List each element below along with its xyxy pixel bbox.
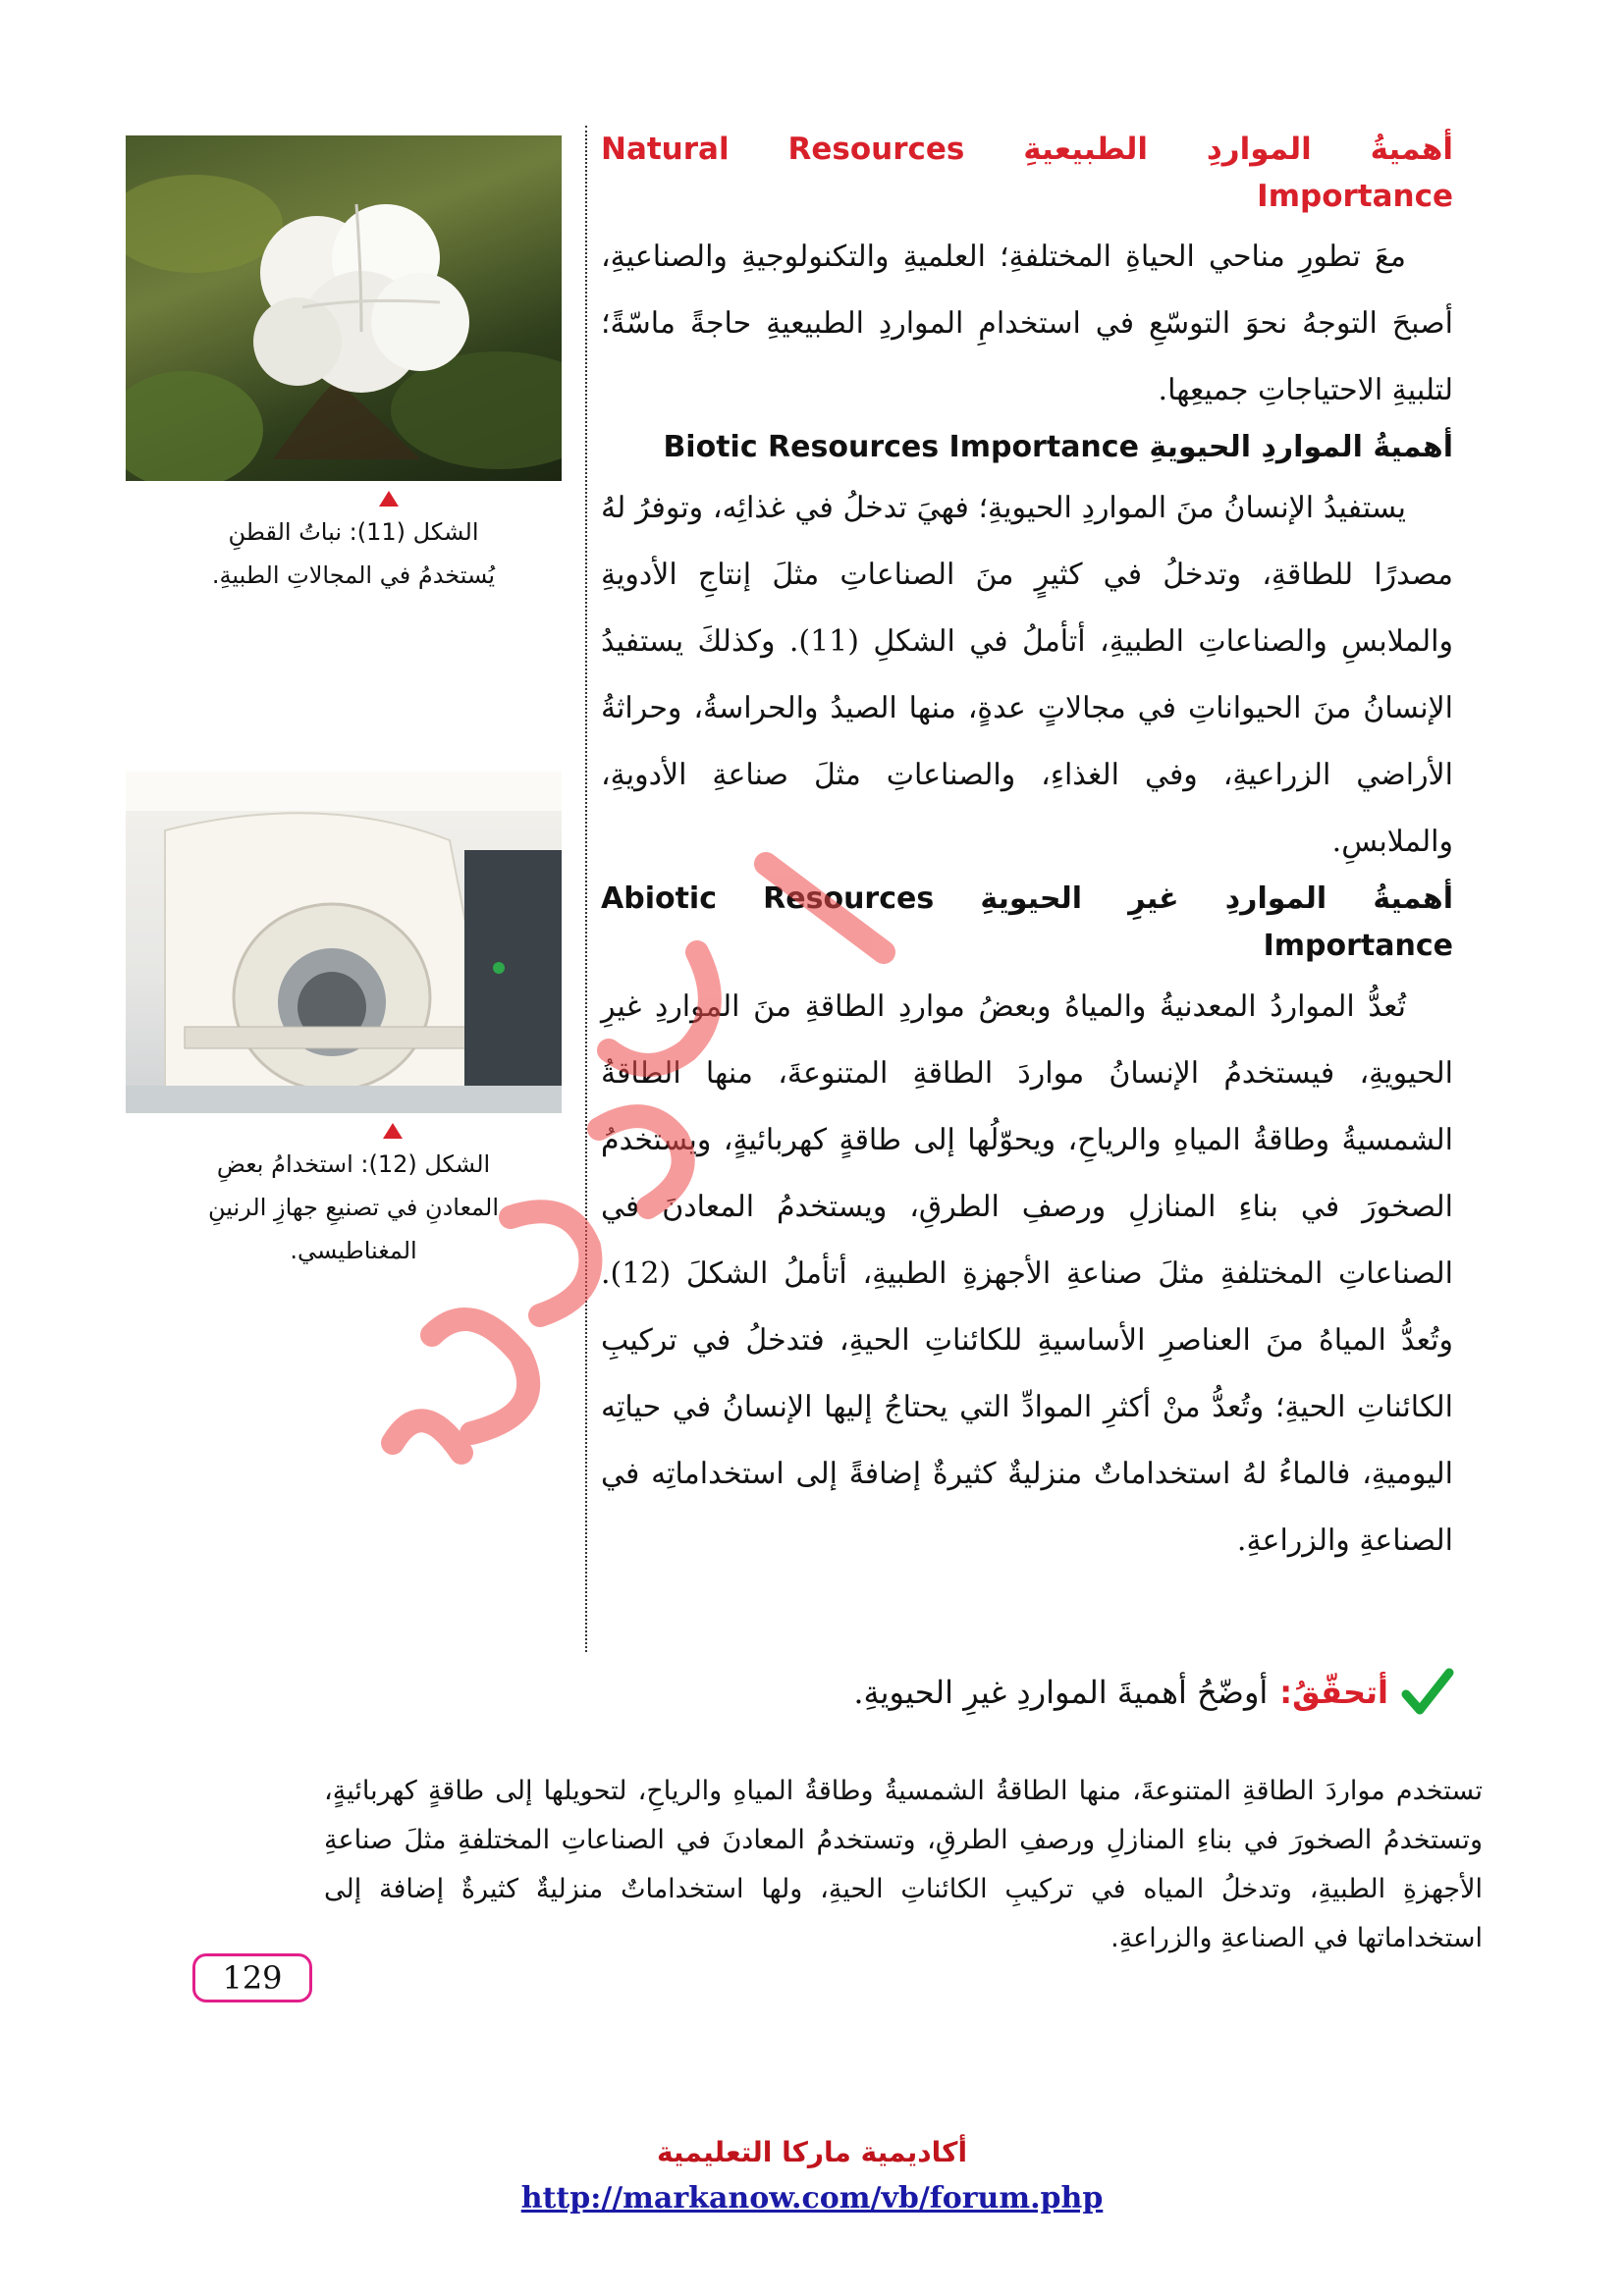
paragraph-biotic: يستفيدُ الإنسانُ منَ المواردِ الحيويةِ؛ فهيَ تدخلُ في غذائِه، وتوفرُ لهُ مصدرًا للطاقةِ، وتدخلُ في كثيرٍ منَ الصناعاتِ مثلَ إنتاجِ الأدويةِ والملابسِ والصناعاتِ الطبيةِ، أتأملُ في الشكلِ (11). وكذلكَ يستفيدُ الإنسانُ منَ الحيواناتِ في مجالاتٍ عدةٍ، منها الصيدُ والحراسةُ، وحراثةُ الأراضي الزراعيةِ، وفي الغذاءِ، والصناعاتِ مثلَ صناعةِ الأدويةِ، والملابسِ. [601,491,1453,859]
figure-12-caption [147,1143,560,1272]
footer-academy-name: أكاديمية ماركا التعليمية [656,2136,968,2168]
caption-marker-icon [383,1123,403,1139]
caption-line: المغناطيسي. [290,1237,417,1264]
main-text-column [601,126,1453,1575]
caption-line: يُستخدمُ في المجالاتِ الطبيةِ. [211,561,496,589]
figure-11-caption [147,510,560,597]
footer-link[interactable]: http://markanow.com/vb/forum.php [520,2181,1104,2216]
column-divider [585,126,587,1652]
heading-ar: أهميةُ المواردِ الطبيعيةِ [1023,132,1453,167]
heading-ar: أهميةُ المواردِ غيرِ الحيويةِ [980,881,1453,916]
heading-biotic-resources [601,424,1453,471]
heading-en: Biotic Resources Importance [663,430,1139,464]
answer-text: تستخدم مواردَ الطاقةِ المتنوعةَ، منها الطاقةُ الشمسيةُ وطاقةُ المياهِ والرياحِ، لتحويلها إلى طاقةٍ كهربائيةٍ، وتستخدمُ الصخورَ في بناءِ المنازلِ ورصفِ الطرقِ، وتستخدمُ المعادنَ في الصناعاتِ المختلفةِ مثلَ صناعةِ الأجهزةِ الطبيةِ، وتدخلُ المياه في تركيبِ الكائناتِ الحيةِ، ولها استخداماتٌ منزليةٌ كثيرةٌ إضافة إلى استخداماتها في الصناعةِ والزراعةِ. [324,1776,1483,1953]
check-question [491,1665,1455,1720]
heading-en: Natural Resources Importance [601,132,1453,214]
caption-marker-icon [379,491,399,507]
heading-abiotic-resources [601,876,1453,970]
check-text: أوضّحُ أهميةَ المواردِ غيرِ الحيويةِ. [853,1674,1269,1711]
heading-ar: أهميةُ المواردِ الحيويةِ [1149,430,1453,464]
caption-line: الشكل (11): نباتُ القطنِ [228,518,479,546]
figure-mri-image [126,772,562,1113]
answer-block [324,1767,1483,1963]
cotton-plant-icon [126,135,562,481]
mri-machine-icon [126,772,562,1113]
caption-line: الشكل (12): استخدامُ بعضِ [216,1150,491,1178]
paragraph-abiotic: تُعدُّ المواردُ المعدنيةُ والمياهُ وبعضُ مواردِ الطاقةِ منَ المواردِ غيرِ الحيويةِ، فيستخدمُ الإنسانُ مواردَ الطاقةِ المتنوعةَ، منها الطاقةُ الشمسيةُ وطاقةُ المياهِ والرياحِ، ويحوّلُها إلى طاقةٍ كهربائيةٍ، ويستخدمُ الصخورَ في بناءِ المنازلِ ورصفِ الطرقِ، ويستخدمُ المعادنَ في الصناعاتِ المختلفةِ مثلَ صناعةِ الأجهزةِ الطبيةِ، أتأملُ الشكلَ (12). وتُعدُّ المياهُ منَ العناصرِ الأساسيةِ للكائناتِ الحيةِ، فتدخلُ في تركيبِ الكائناتِ الحيةِ؛ وتُعدُّ منْ أكثرِ الموادِّ التي يحتاجُ إليها الإنسانُ في حياتِه اليوميةِ، فالماءُ لهُ استخداماتٌ منزليةٌ كثيرةٌ إضافةً إلى استخداماتِه في الصناعةِ والزراعةِ. [601,989,1453,1558]
caption-line: المعادنِ في تصنيعِ جهازِ الرنينِ [207,1194,499,1221]
figure-cotton-image [126,135,562,481]
check-label: أتحقّقُ: [1279,1674,1388,1711]
heading-natural-resources [601,126,1453,220]
page-number: 129 [192,1953,312,2002]
heading-en: Abiotic Resources Importance [601,881,1453,963]
check-mark-icon [1400,1665,1455,1720]
paragraph-natural: معَ تطورِ مناحي الحياةِ المختلفةِ؛ العلميةِ والتكنولوجيةِ والصناعيةِ، أصبحَ التوجهُ نحوَ التوسّعِ في استخدامِ المواردِ الطبيعيةِ حاجةً ماسّةً؛ لتلبيةِ الاحتياجاتِ جميعِها. [601,240,1453,407]
